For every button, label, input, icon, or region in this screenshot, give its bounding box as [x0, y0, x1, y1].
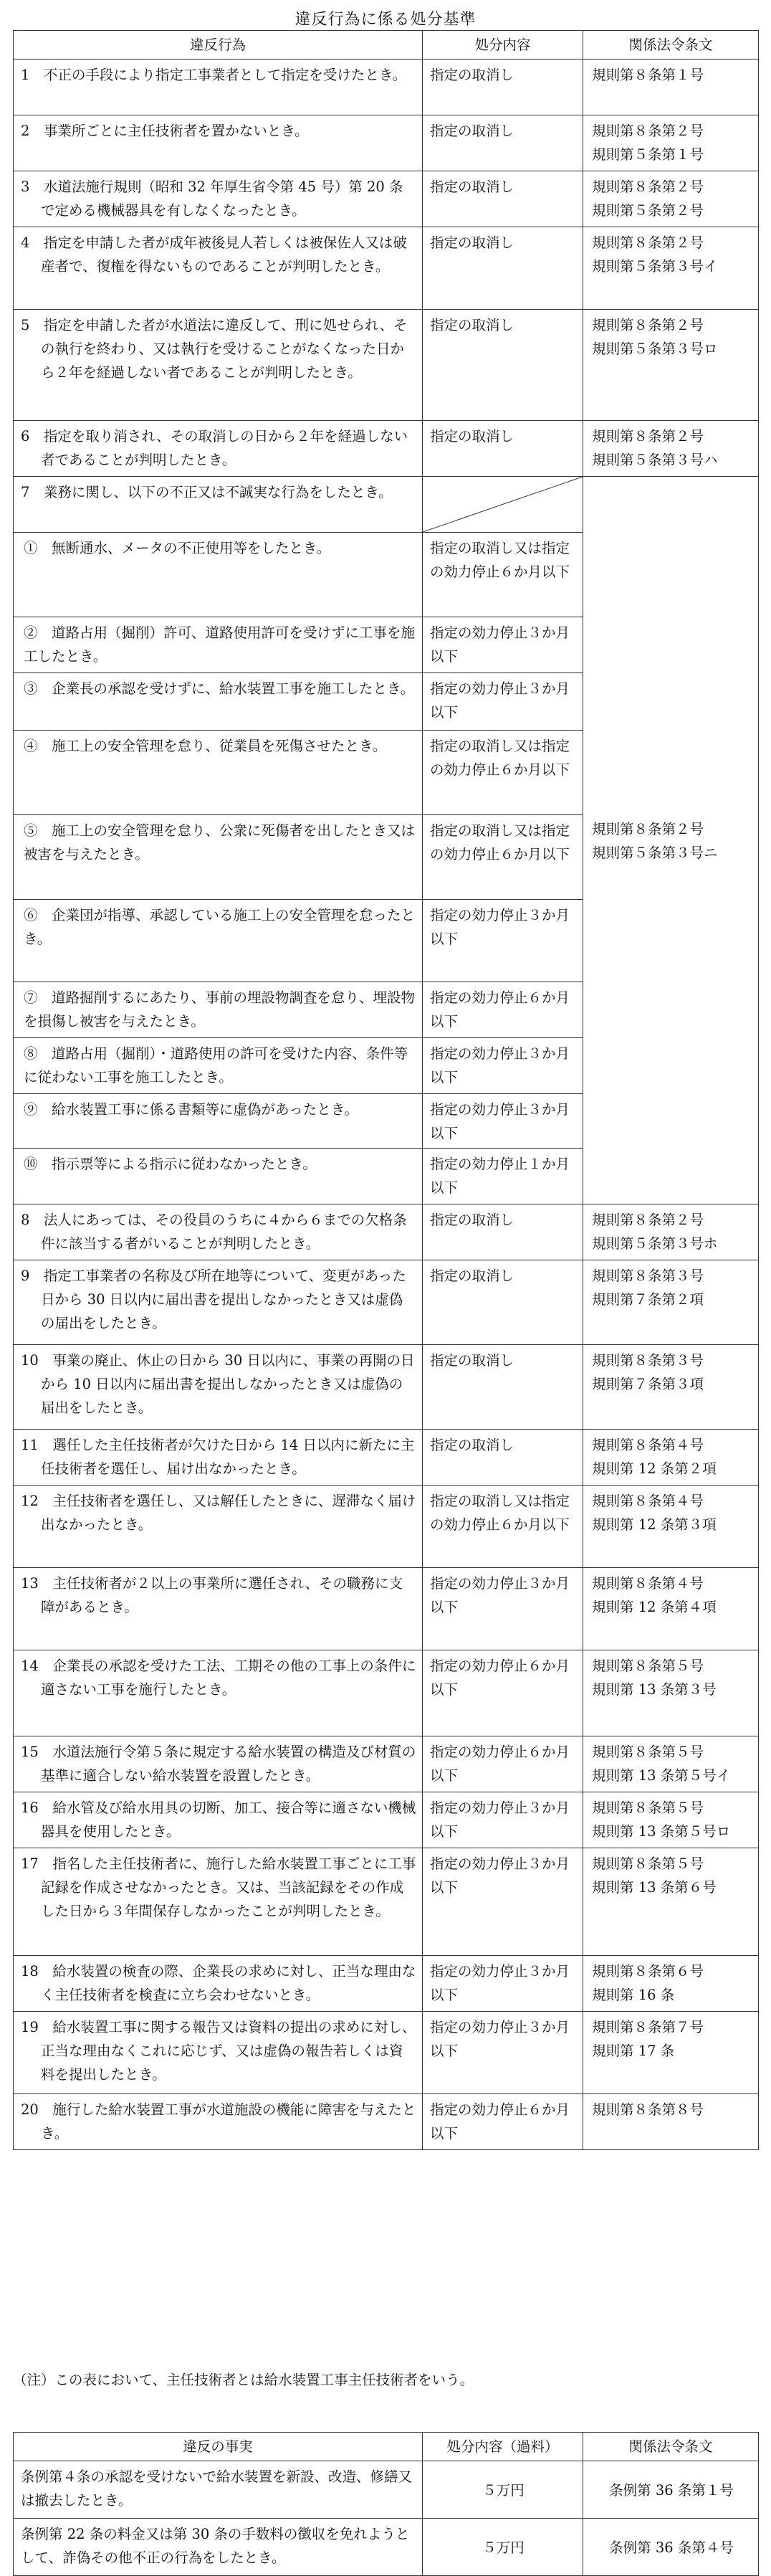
violation-cell: ④ 施工上の安全管理を怠り、従業員を死傷させたとき。 — [14, 731, 423, 815]
header-law: 関係法令条文 — [583, 2433, 759, 2461]
header-law: 関係法令条文 — [583, 31, 759, 60]
violation-cell: 2 事業所ごとに主任技術者を置かないとき。 — [14, 115, 423, 171]
table-row — [14, 2094, 759, 2150]
table-row — [14, 2012, 759, 2094]
law-cell: 条例第 36 条第４号 — [583, 2519, 759, 2576]
law-cell: 規則第８条第５号 規則第 13 条第５号ロ — [583, 1792, 759, 1848]
table-header-row — [14, 31, 759, 60]
violation-cell: 12 主任技術者を選任し、又は解任したときに、遅滞なく届け出なかったとき。 — [14, 1486, 423, 1568]
violation-cell: 3 水道法施行規則（昭和 32 年厚生省令第 45 号）第 20 条で定める機械器具を有しなくなったとき。 — [14, 171, 423, 227]
penalty-cell: 指定の効力停止３か月以下 — [423, 1792, 583, 1848]
penalty-cell: 指定の効力停止３か月以下 — [423, 1848, 583, 1956]
violation-cell: ⑦ 道路掘削するにあたり、事前の埋設物調査を怠り、埋設物を損傷し被害を与えたとき。 — [14, 982, 423, 1038]
law-cell: 条例第 36 条第１号 — [583, 2461, 759, 2519]
table-row — [14, 1260, 759, 1345]
law-cell: 規則第８条第５号 規則第 13 条第６号 — [583, 1848, 759, 1956]
table-row — [14, 1430, 759, 1486]
fine-table — [13, 2432, 759, 2576]
violation-cell: 1 不正の手段により指定工事業者として指定を受けたとき。 — [14, 60, 423, 115]
law-cell: 規則第８条第４号 規則第 12 条第３項 — [583, 1486, 759, 1568]
violation-cell: ⑧ 道路占用（掘削）・道路使用の許可を受けた内容、条件等に従わない工事を施工したとき。 — [14, 1038, 423, 1094]
penalty-standards-table — [13, 30, 759, 2150]
table-row — [14, 171, 759, 227]
penalty-cell: 指定の取消し — [423, 421, 583, 477]
penalty-cell: 指定の取消し — [423, 1260, 583, 1345]
violation-cell: 17 指名した主任技術者に、施行した給水装置工事ごとに工事記録を作成させなかったとき。又は、当該記録をその作成した日から３年間保存しなかったことが判明したとき。 — [14, 1848, 423, 1956]
violation-cell: 15 水道法施行令第５条に規定する給水装置の構造及び材質の基準に適合しない給水装置を設置したとき。 — [14, 1736, 423, 1792]
violation-cell: 16 給水管及び給水用具の切断、加工、接合等に適さない機械器具を使用したとき。 — [14, 1792, 423, 1848]
fine-cell: ５万円 — [423, 2519, 583, 2576]
penalty-cell: 指定の効力停止６か月以下 — [423, 982, 583, 1038]
violation-cell: ⑤ 施工上の安全管理を怠り、公衆に死傷者を出したとき又は被害を与えたとき。 — [14, 815, 423, 900]
law-cell: 規則第８条第３号 規則第７条第３項 — [583, 1345, 759, 1430]
table-row — [14, 1486, 759, 1568]
violation-cell: 14 企業長の承認を受けた工法、工期その他の工事上の条件に適さない工事を施行したとき。 — [14, 1650, 423, 1736]
law-cell: 規則第８条第２号 規則第５条第２号 — [583, 171, 759, 227]
table-row — [14, 115, 759, 171]
violation-cell: 10 事業の廃止、休止の日から 30 日以内に、事業の再開の日から 10 日以内に届出書を提出しなかったとき又は虚偽の届出をしたとき。 — [14, 1345, 423, 1430]
table-note: （注）この表において、主任技術者とは給水装置工事主任技術者をいう。 — [13, 2372, 474, 2388]
table-row — [14, 1650, 759, 1736]
law-cell: 規則第８条第２号 規則第５条第３号ハ — [583, 421, 759, 477]
table-row — [14, 310, 759, 421]
law-cell-group-7: 規則第８条第２号 規則第５条第３号ニ — [583, 477, 759, 1204]
violation-cell: ③ 企業長の承認を受けずに、給水装置工事を施工したとき。 — [14, 673, 423, 731]
violation-cell: ② 道路占用（掘削）許可、道路使用許可を受けずに工事を施工したとき。 — [14, 617, 423, 673]
law-cell: 規則第８条第２号 規則第５条第３号イ — [583, 227, 759, 310]
table-row — [14, 2519, 759, 2576]
penalty-cell: 指定の効力停止３か月以下 — [423, 617, 583, 673]
law-cell: 規則第８条第５号 規則第 13 条第５号イ — [583, 1736, 759, 1792]
violation-cell: 11 選任した主任技術者が欠けた日から 14 日以内に新たに主任技術者を選任し、届け出なかったとき。 — [14, 1430, 423, 1486]
penalty-cell: 指定の効力停止３か月以下 — [423, 1038, 583, 1094]
penalty-cell: 指定の効力停止３か月以下 — [423, 900, 583, 982]
table-row — [14, 1956, 759, 2012]
violation-cell: ① 無断通水、メータの不正使用等をしたとき。 — [14, 533, 423, 617]
penalty-cell: 指定の取消し — [423, 171, 583, 227]
page-title: 違反行為に係る処分基準 — [294, 11, 477, 29]
violation-cell: 7 業務に関し、以下の不正又は不誠実な行為をしたとき。 — [14, 477, 423, 533]
penalty-cell: 指定の取消し — [423, 1345, 583, 1430]
table-row-group-heading — [14, 477, 759, 533]
penalty-cell: 指定の取消し — [423, 115, 583, 171]
table-row — [14, 421, 759, 477]
penalty-cell: 指定の取消し — [423, 1204, 583, 1260]
diagonal-empty-cell — [423, 477, 583, 533]
table-row — [14, 1736, 759, 1792]
violation-cell: ⑨ 給水装置工事に係る書類等に虚偽があったとき。 — [14, 1094, 423, 1149]
penalty-cell: 指定の効力停止３か月以下 — [423, 2012, 583, 2094]
penalty-cell: 指定の取消し — [423, 1430, 583, 1486]
penalty-cell: 指定の効力停止６か月以下 — [423, 1650, 583, 1736]
violation-cell: 19 給水装置工事に関する報告又は資料の提出の求めに対し、正当な理由なくこれに応じず、又は虚偽の報告若しくは資料を提出したとき。 — [14, 2012, 423, 2094]
table-row — [14, 227, 759, 310]
table-header-row — [14, 2433, 759, 2461]
penalty-cell: 指定の取消し又は指定の効力停止６か月以下 — [423, 1486, 583, 1568]
penalty-cell: 指定の取消し又は指定の効力停止６か月以下 — [423, 533, 583, 617]
fine-cell: ５万円 — [423, 2461, 583, 2519]
law-cell: 規則第８条第６号 規則第 16 条 — [583, 1956, 759, 2012]
penalty-cell: 指定の効力停止６か月以下 — [423, 2094, 583, 2150]
law-cell: 規則第８条第２号 規則第５条第３号ホ — [583, 1204, 759, 1260]
table-row — [14, 1204, 759, 1260]
penalty-cell: 指定の効力停止３か月以下 — [423, 1568, 583, 1650]
header-violation: 違反行為 — [14, 31, 423, 60]
table-row — [14, 1848, 759, 1956]
law-cell: 規則第８条第１号 — [583, 60, 759, 115]
law-cell: 規則第８条第４号 規則第 12 条第４項 — [583, 1568, 759, 1650]
header-penalty: 処分内容 — [423, 31, 583, 60]
violation-cell: ⑥ 企業団が指導、承認している施工上の安全管理を怠ったとき。 — [14, 900, 423, 982]
law-cell: 規則第８条第７号 規則第 17 条 — [583, 2012, 759, 2094]
violation-cell: 13 主任技術者が２以上の事業所に選任され、その職務に支障があるとき。 — [14, 1568, 423, 1650]
violation-cell: 9 指定工事業者の名称及び所在地等について、変更があった日から 30 日以内に届出書を提出しなかったとき又は虚偽の届出をしたとき。 — [14, 1260, 423, 1345]
penalty-cell: 指定の取消し — [423, 60, 583, 115]
penalty-cell: 指定の取消し — [423, 310, 583, 421]
violation-cell: 5 指定を申請した者が水道法に違反して、刑に処せられ、その執行を終わり、又は執行を受けることがなくなった日から２年を経過しない者であることが判明したとき。 — [14, 310, 423, 421]
table-row — [14, 1345, 759, 1430]
law-cell: 規則第８条第２号 規則第５条第３号ロ — [583, 310, 759, 421]
violation-cell: 4 指定を申請した者が成年被後見人若しくは被保佐人又は破産者で、復権を得ないものであることが判明したとき。 — [14, 227, 423, 310]
penalty-cell: 指定の取消し又は指定の効力停止６か月以下 — [423, 815, 583, 900]
table-row — [14, 1568, 759, 1650]
violation-cell: 8 法人にあっては、その役員のうちに４から６までの欠格条件に該当する者がいることが判明したとき。 — [14, 1204, 423, 1260]
violation-cell: 20 施行した給水装置工事が水道施設の機能に障害を与えたとき。 — [14, 2094, 423, 2150]
violation-cell: ⑩ 指示票等による指示に従わなかったとき。 — [14, 1149, 423, 1204]
fact-cell: 条例第 22 条の料金又は第 30 条の手数料の徴収を免れようとして、詐偽その他不正の行為をしたとき。 — [14, 2519, 423, 2576]
fact-cell: 条例第４条の承認を受けないで給水装置を新設、改造、修繕又は撤去したとき。 — [14, 2461, 423, 2519]
law-cell: 規則第８条第４号 規則第 12 条第２項 — [583, 1430, 759, 1486]
table-row — [14, 1792, 759, 1848]
penalty-cell: 指定の効力停止３か月以下 — [423, 1956, 583, 2012]
law-cell: 規則第８条第３号 規則第７条第２項 — [583, 1260, 759, 1345]
penalty-cell: 指定の効力停止３か月以下 — [423, 673, 583, 731]
law-cell: 規則第８条第２号 規則第５条第１号 — [583, 115, 759, 171]
violation-cell: 18 給水装置の検査の際、企業長の求めに対し、正当な理由なく主任技術者を検査に立ち会わせないとき。 — [14, 1956, 423, 2012]
table-row — [14, 60, 759, 115]
violation-cell: 6 指定を取り消され、その取消しの日から２年を経過しない者であることが判明したとき。 — [14, 421, 423, 477]
diagonal-line — [423, 477, 583, 532]
law-cell: 規則第８条第５号 規則第 13 条第３号 — [583, 1650, 759, 1736]
table-row — [14, 2461, 759, 2519]
header-fact: 違反の事実 — [14, 2433, 423, 2461]
penalty-cell: 指定の効力停止１か月以下 — [423, 1149, 583, 1204]
penalty-cell: 指定の取消し又は指定の効力停止６か月以下 — [423, 731, 583, 815]
penalty-cell: 指定の効力停止６か月以下 — [423, 1736, 583, 1792]
penalty-cell: 指定の取消し — [423, 227, 583, 310]
law-cell: 規則第８条第８号 — [583, 2094, 759, 2150]
header-fine: 処分内容（過料） — [423, 2433, 583, 2461]
penalty-cell: 指定の効力停止３か月以下 — [423, 1094, 583, 1149]
